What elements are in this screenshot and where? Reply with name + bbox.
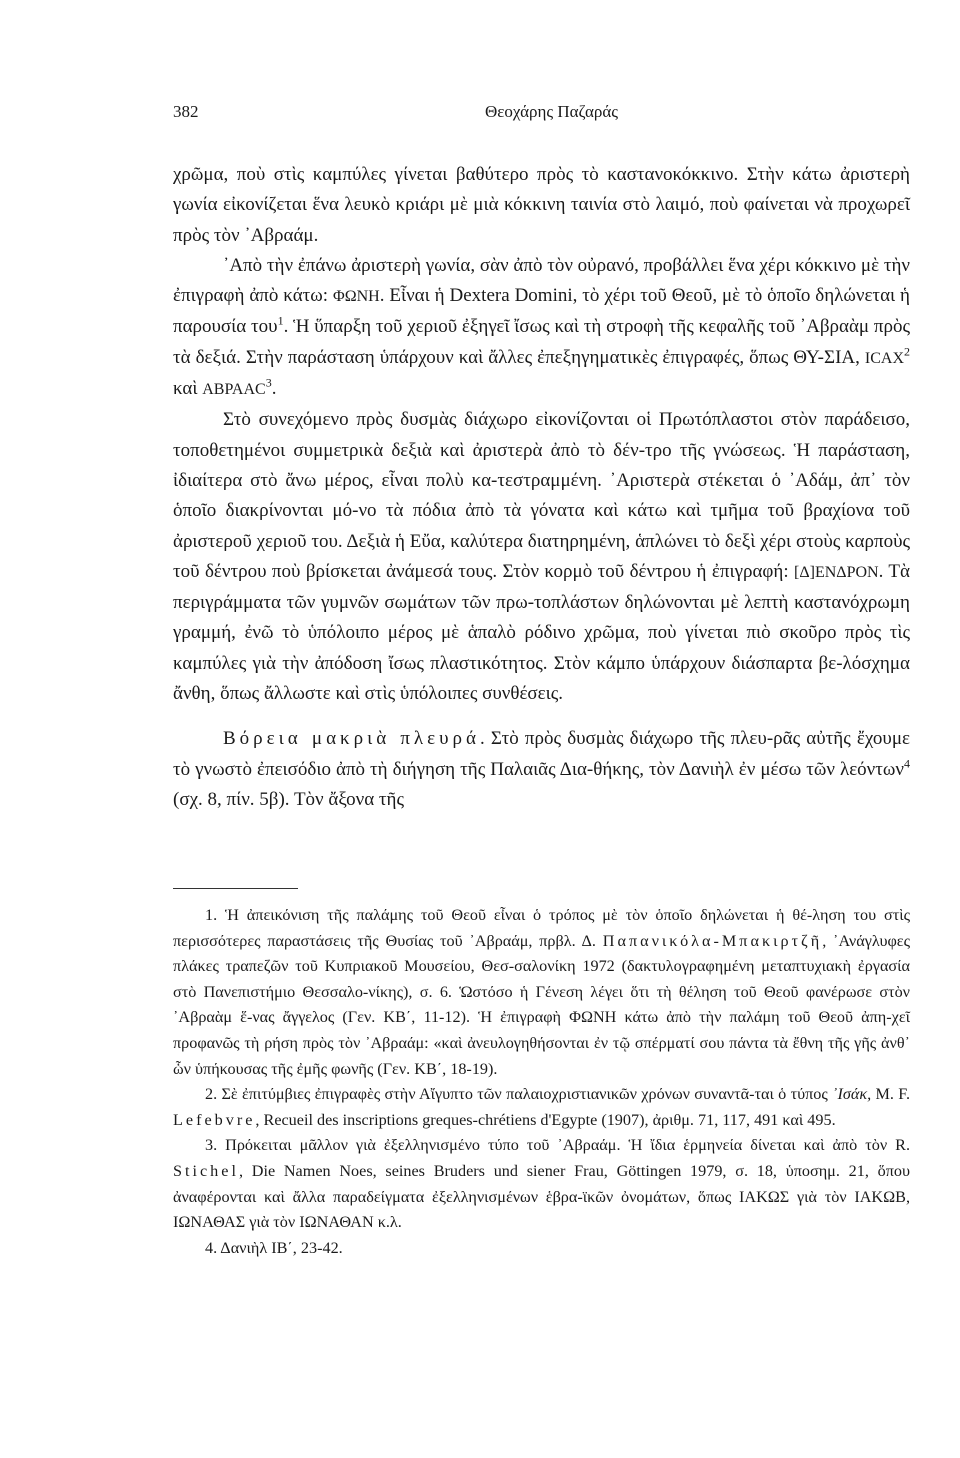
paragraph-2-end: .	[271, 378, 277, 400]
paragraph-4	[173, 724, 910, 815]
paragraph-1	[173, 160, 910, 251]
footnote-2	[173, 1082, 910, 1133]
paragraph-2-text-b: . Εἶναι ἡ Dextera Domini, τὸ χέρι τοῦ Θεοῦ, μὲ τὸ ὁποῖο δηλώνεται ἡ παρουσία του	[173, 285, 910, 338]
page-header	[173, 100, 890, 130]
footnote-2-text-c: , Recueil des inscriptions greques-chrétiens d'Egypte (1907), ἀριθμ. 71, 117, 491 καὶ 495.	[255, 1110, 836, 1129]
body-text	[173, 160, 910, 815]
footnote-1-author: Παπανικόλα-Μπακιρτζῆ	[602, 931, 823, 950]
footnote-3	[173, 1133, 910, 1235]
footnotes	[173, 903, 910, 1261]
footnote-divider	[173, 888, 298, 889]
footnote-3-author: Stichel	[173, 1161, 239, 1180]
footnote-2-isak: ᾿Ισάκ,	[832, 1085, 872, 1104]
section-heading-north-side: Βόρεια μακριὰ πλευρά	[223, 728, 480, 750]
paragraph-3-text-a: Στὸ συνεχόμενο πρὸς δυσμὰς διάχωρο εἰκονίζονται οἱ Πρωτόπλαστοι στὸν παράδεισο, τοποθετημένοι συμμετρικὰ δεξιὰ καὶ ἀριστερὰ ἀπὸ τὸ δέν-τρο τῆς γνώσεως. Ἡ παράσταση, ἰδιαίτερα στὸ ἄνω μέρος, εἶναι πολὺ κα-τεστραμμένη. ᾿Αριστερὰ στέκεται ὁ ᾿Αδάμ, ἀπ᾿ τὸν ὁποῖο διακρίνονται μό-νο τὰ πόδια ἀπὸ τὰ γόνατα καὶ κάτω καὶ τμῆμα τοῦ βραχίονα τοῦ ἀριστεροῦ χεριοῦ του. Δεξιὰ ἡ Εὔα, καλύτερα διατηρημένη, ἁπλώνει τὸ δεξὶ χέρι στοὺς καρποὺς τοῦ δέντρου ποὺ βρίσκεται ἀνάμεσά τους. Στὸν κορμὸ τοῦ δέντρου ἡ ἐπιγραφή:	[173, 409, 910, 582]
footnote-ref-3[interactable]: 3	[265, 375, 272, 390]
footnote-1	[173, 903, 910, 1082]
paragraph-3-text-b: . Τὰ περιγράμματα τῶν γυμνῶν σωμάτων τῶν πρω-τοπλάστων δηλώνονται μὲ λεπτὴ καστανόχρωμη γραμμή, ἐνῶ τὸ ὑπόλοιπο μέρος μὲ ἁπαλὸ ρόδινο χρῶμα, ποὺ γίνεται πιὸ σκοῦρο πρὸς τὶς καμπύλες γιὰ τὴν ἀπόδοση ἴσως πλαστικότητος. Στὸν κάμπο ὑπάρχουν διάσπαρτα βε-λόσχημα ἄνθη, ὅπως ἄλλωστε καὶ στὶς ὑπόλοιπες συνθέσεις.	[173, 560, 910, 705]
paragraph-4-text-b: (σχ. 8, πίν. 5β). Τὸν ἄξονα τῆς	[173, 788, 405, 810]
footnote-ref-4[interactable]: 4	[904, 756, 910, 771]
paragraph-2	[173, 251, 910, 405]
paragraph-1-text: χρῶμα, ποὺ στὶς καμπύλες γίνεται βαθύτερο πρὸς τὸ καστανοκόκκινο. Στὴν κάτω ἀριστερὴ γωνία εἰκονίζεται ἕνα λευκὸ κριάρι μὲ μιὰ κόκκινη ταινία στὸ λαιμό, ποὺ φαίνεται νὰ προχωρεῖ πρὸς τὸν ᾿Αβραάμ.	[173, 164, 910, 246]
inscription-isak: ΙCΑΧ	[864, 349, 904, 367]
paragraph-3	[173, 405, 910, 709]
paragraph-2-text-c: . Ἡ ὕπαρξη τοῦ χεριοῦ ἐξηγεῖ ἴσως καὶ τὴ στροφὴ τῆς κεφαλῆς τοῦ ᾿Αβραὰμ πρὸς τὰ δεξιά. Στὴν παράσταση ὑπάρχουν καὶ ἄλλες ἐπεξηγηματικὲς ἐπιγραφές, ὅπως ΘΥ-ΣΙΑ,	[173, 316, 910, 368]
footnote-ref-2[interactable]: 2	[904, 344, 910, 359]
footnote-4	[173, 1236, 910, 1262]
running-head: Θεοχάρης Παζαράς	[485, 102, 618, 121]
footnote-1-text-a: 1. Ἡ ἀπεικόνιση τῆς παλάμης τοῦ Θεοῦ εἶναι ὁ τρόπος μὲ τὸν ὁποῖο δηλώνεται ἡ θέ-ληση του στὶς περισσότερες παραστάσεις τῆς Θυσίας τοῦ ᾿Αβραάμ, πρβλ. Δ.	[173, 906, 910, 950]
inscription-phone: ΦΩΝΗ	[333, 288, 380, 306]
footnote-2-text-a: 2. Σὲ ἐπιτύμβιες ἐπιγραφὲς στὴν Αἴγυπτο τῶν παλαιοχριστιανικῶν χρόνων συναντᾶ-ται ὁ τύπος	[205, 1085, 833, 1104]
footnote-1-text-b: , ᾿Ανάγλυφες πλάκες τραπεζῶν τοῦ Κυπριακοῦ Μουσείου, Θεσ-σαλονίκη 1972 (δακτυλογραφημένη μεταπτυχιακὴ ἐργασία στὸ Πανεπιστήμιο Θεσσαλο-νίκης), σ. 6. Ὡστόσο ἡ Γένεση λέγει ὅτι τὴ θέληση τοῦ Θεοῦ φανέρωσε στὸν ᾿Αβραὰμ ἕ-νας ἄγγελος (Γεν. ΚΒ΄, 11-12). Ἡ ἐπιγραφὴ ΦΩΝΗ κάτω ἀπὸ τὴν παλάμη τοῦ Θεοῦ ἀπη-χεῖ προφανῶς τὴ ρήση πρὸς τὸν ᾿Αβραάμ: «καὶ ἀνευλογηθήσονται ἐν τῷ σπέρματί σου πάντα τὰ ἔθνη τῆς γῆς ἀνθ᾿ ὧν ὑπήκουσας τῆς ἐμῆς φωνῆς (Γεν. ΚΒ΄, 18-19).	[173, 931, 911, 1078]
footnote-2-text-b: M. F.	[871, 1085, 910, 1104]
footnote-3-text-b: , Die Namen Noes, seines Bruders und siener Frau, Göttingen 1979, σ. 18, ὑποσημ. 21, ὅπου ἀναφέρονται καὶ ἄλλα παραδείγματα ἐξελληνισμένων ἑβρα-ϊκῶν ὀνομάτων, ὅπως ΙΑΚΩΣ γιὰ τὸν ΙΑΚΩΒ, ΙΩΝΑΘΑΣ γιὰ τὸν ΙΩΝΑΘΑΝ κ.λ.	[173, 1161, 910, 1232]
page-number: 382	[173, 102, 199, 121]
paragraph-2-text-a: ᾿Απὸ τὴν ἐπάνω ἀριστερὴ γωνία, σὰν ἀπὸ τὸν οὐρανό, προβάλλει ἕνα χέρι κόκκινο μὲ τὴν ἐπιγραφὴ ἀπὸ κάτω:	[173, 254, 910, 307]
footnote-2-author: Lefebvre	[173, 1110, 256, 1129]
inscription-abraac: ΑΒΡΑΑC	[202, 381, 266, 399]
paragraph-4-text-a: . Στὸ πρὸς δυσμὰς διάχωρο τῆς πλευ-ρᾶς αὐτῆς ἔχουμε τὸ γνωστὸ ἐπεισόδιο ἀπὸ τὴ διήγηση τῆς Παλαιᾶς Δια-θήκης, τὸν Δανιὴλ ἐν μέσω τῶν λεόντων	[173, 728, 910, 780]
paragraph-2-kai: καὶ	[173, 378, 203, 400]
inscription-dendron: [Δ]ΕΝΔΡΟΝ	[794, 563, 879, 581]
footnote-3-text-a: 3. Πρόκειται μᾶλλον γιὰ ἐξελληνισμένο τύπο τοῦ ᾿Αβραάμ. Ἡ ἴδια ἑρμηνεία δίνεται καὶ ἀπὸ τὸν R.	[205, 1136, 910, 1155]
footnote-ref-1[interactable]: 1	[277, 314, 284, 329]
footnote-4-text: 4. Δανιὴλ ΙΒ΄, 23-42.	[205, 1238, 343, 1257]
